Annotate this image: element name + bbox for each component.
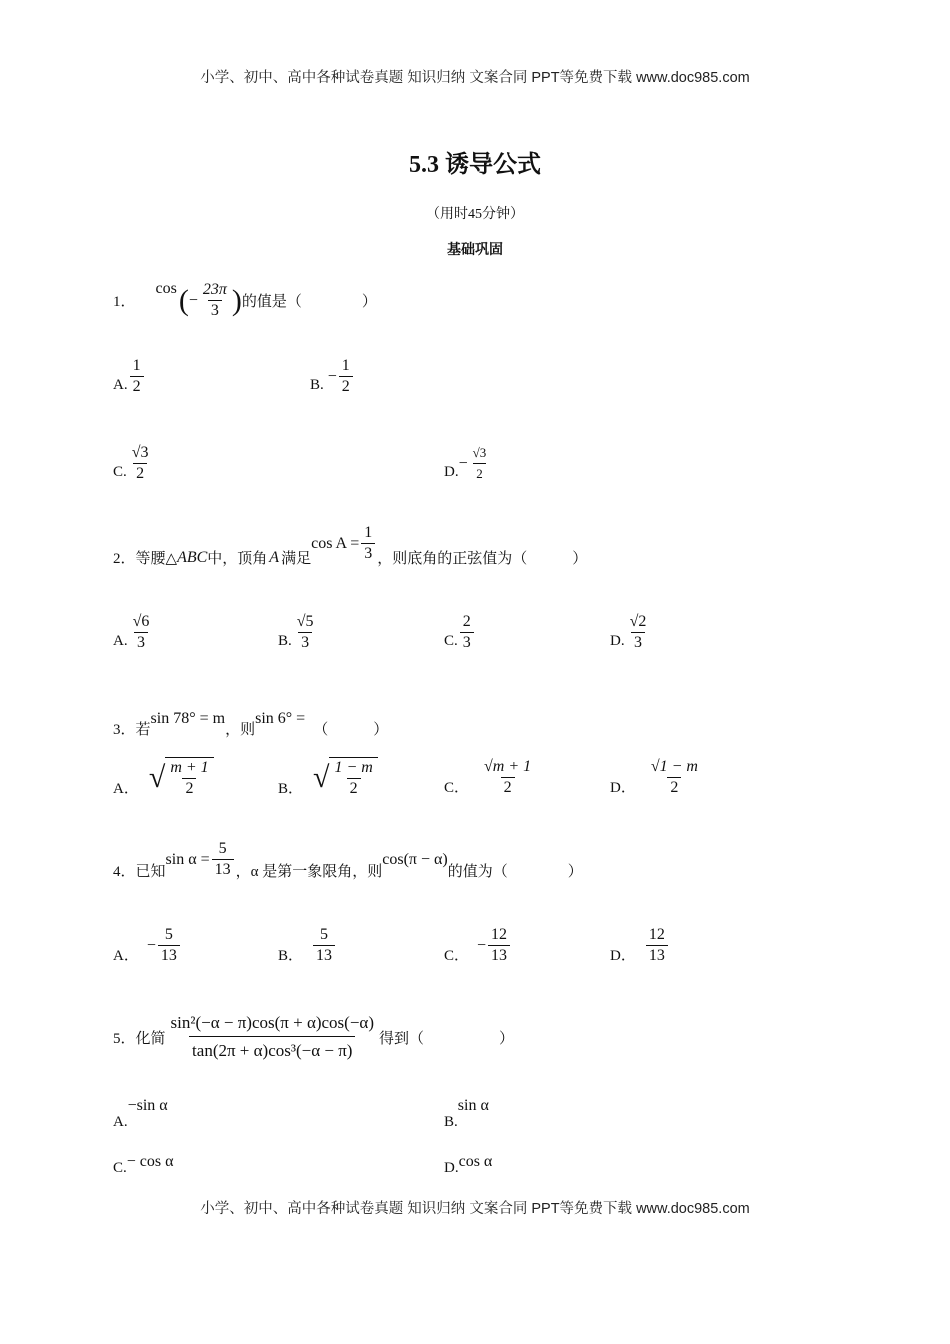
option-b[interactable] <box>310 356 355 397</box>
math-expr: sin α <box>457 1096 489 1114</box>
question-1 <box>113 280 377 321</box>
option-c[interactable] <box>113 443 154 484</box>
denominator: 13 <box>212 859 234 880</box>
numerator: 1 <box>364 524 373 541</box>
sqrt-icon: √ <box>313 761 330 794</box>
denominator: 2 <box>473 463 486 484</box>
denominator: 3 <box>298 632 312 653</box>
option-label: D． <box>610 948 636 964</box>
option-a[interactable] <box>113 1096 168 1131</box>
math-expr: cos A = <box>311 534 360 552</box>
option-label: C． <box>444 780 470 796</box>
denominator: tan(2π + α)cos³(−α − π) <box>189 1036 355 1065</box>
math-expr: −sin α <box>127 1096 168 1114</box>
page-footer: 小学、初中、高中各种试卷真题 知识归纳 文案合同 PPT等免费下载 www.doc985.com <box>200 1201 750 1217</box>
numerator: 12 <box>648 926 665 943</box>
section-heading: 基础巩固 <box>447 243 503 258</box>
option-a[interactable] <box>113 757 214 799</box>
math-var: A <box>269 548 280 566</box>
denominator: 2 <box>667 777 681 798</box>
numerator: 1 <box>132 357 141 374</box>
numerator: 5 <box>320 926 329 943</box>
denominator: 13 <box>646 945 668 966</box>
option-label: A. <box>113 1114 128 1130</box>
denominator: 3 <box>134 632 148 653</box>
question-4 <box>113 838 583 881</box>
option-label: D. <box>444 1160 459 1176</box>
numerator: 2 <box>462 613 471 630</box>
q-number: 3． <box>113 722 136 738</box>
denominator: 3 <box>361 543 375 564</box>
option-label: C. <box>444 633 458 649</box>
page-header: 小学、初中、高中各种试卷真题 知识归纳 文案合同 PPT等免费下载 www.doc985.com <box>200 70 750 86</box>
numerator: 12 <box>491 926 508 943</box>
option-d[interactable] <box>610 925 670 966</box>
math-fn: cos <box>155 279 177 297</box>
question-5 <box>113 1010 514 1065</box>
option-b[interactable] <box>278 925 337 966</box>
paren: ) <box>231 283 242 317</box>
option-label: B. <box>310 377 324 393</box>
question-text: ，则底角的正弦值为（ ） <box>377 551 588 567</box>
question-text: 的值为（ ） <box>447 864 583 880</box>
q-number: 4． <box>113 864 136 880</box>
question-text: 满足 <box>281 551 312 567</box>
numerator: 5 <box>218 840 227 857</box>
numerator: 1 − m <box>334 759 373 776</box>
option-label: D． <box>610 780 636 796</box>
q-number: 1． <box>113 294 136 310</box>
option-label: A. <box>113 633 128 649</box>
question-text: （ ） <box>313 722 389 738</box>
option-b[interactable] <box>444 1096 489 1131</box>
time-note: （用时45分钟） <box>426 207 524 222</box>
question-text: ，α 是第一象限角，则 <box>235 864 383 880</box>
option-a[interactable] <box>113 612 154 653</box>
option-label: A． <box>113 780 139 797</box>
question-text: 化简 <box>135 1031 166 1047</box>
page-title: 5.3 诱导公式 <box>409 152 541 178</box>
question-text: 等腰△ <box>135 551 178 567</box>
option-b[interactable] <box>278 612 319 653</box>
numerator: 23π <box>202 281 227 298</box>
question-text: 若 <box>135 722 151 738</box>
numerator: 5 <box>164 926 173 943</box>
question-text: 中，顶角 <box>207 551 268 567</box>
denominator: 2 <box>501 777 515 798</box>
denominator: 3 <box>460 632 474 653</box>
numerator: m + 1 <box>170 759 209 776</box>
math-sign: − <box>188 291 198 309</box>
denominator: 2 <box>182 778 196 799</box>
option-c[interactable] <box>113 1150 174 1177</box>
option-d[interactable] <box>444 1150 492 1177</box>
option-label: D. <box>610 633 625 649</box>
numerator: 1 <box>341 357 350 374</box>
option-label: A． <box>113 948 139 964</box>
numerator: √1 − m <box>650 758 698 775</box>
denominator: 13 <box>158 945 180 966</box>
numerator: √m + 1 <box>484 758 532 775</box>
question-3 <box>113 698 388 739</box>
option-d[interactable] <box>610 612 651 653</box>
option-b[interactable] <box>278 757 378 799</box>
question-text: 已知 <box>135 864 166 880</box>
option-c[interactable] <box>444 925 512 966</box>
option-c[interactable] <box>444 612 476 653</box>
question-2 <box>113 525 587 568</box>
option-label: B． <box>278 780 304 797</box>
option-c[interactable] <box>444 757 536 798</box>
numerator: √5 <box>296 613 314 630</box>
denominator: 2 <box>130 376 144 397</box>
option-label: C． <box>444 948 470 964</box>
option-label: C. <box>113 464 127 480</box>
denominator: 13 <box>313 945 335 966</box>
paren: ( <box>178 283 189 317</box>
option-a[interactable] <box>113 925 182 966</box>
question-text: ，则 <box>225 722 256 738</box>
option-label: B. <box>278 633 292 649</box>
math-expr: cos(π − α) <box>382 850 448 868</box>
denominator: 3 <box>208 300 222 321</box>
fraction <box>200 280 230 321</box>
math-expr: cos α <box>458 1152 493 1170</box>
option-d[interactable] <box>444 443 491 484</box>
math-expr: sin 6° = <box>255 709 306 727</box>
sqrt-icon: √ <box>148 761 166 794</box>
denominator: 2 <box>133 463 147 484</box>
option-label: B． <box>278 948 304 964</box>
math-sign: − <box>477 936 487 954</box>
denominator: 2 <box>339 376 353 397</box>
numerator: √2 <box>629 613 647 630</box>
numerator: √3 <box>131 444 149 461</box>
numerator: √6 <box>132 613 150 630</box>
q-number: 5． <box>113 1031 136 1047</box>
question-text: 得到（ ） <box>379 1031 515 1047</box>
denominator: 3 <box>631 632 645 653</box>
numerator: sin²(−α − π)cos(π + α)cos(−α) <box>170 1013 374 1032</box>
math-sign: − <box>146 936 156 954</box>
math-sign: − <box>327 367 337 385</box>
option-label: D. <box>444 464 459 480</box>
math-expr: sin 78° = m <box>150 709 226 727</box>
option-label: C. <box>113 1160 127 1176</box>
math-var: ABC <box>177 548 208 566</box>
option-label: A. <box>113 377 128 393</box>
option-d[interactable] <box>610 757 703 798</box>
math-expr: − cos α <box>126 1152 174 1170</box>
math-sign: − <box>458 454 468 472</box>
question-text: 的值是（ ） <box>241 294 377 310</box>
math-expr: sin α = <box>165 850 210 868</box>
numerator: √3 <box>472 445 487 460</box>
q-number: 2． <box>113 551 136 567</box>
denominator: 13 <box>488 945 510 966</box>
option-a[interactable] <box>113 356 146 397</box>
option-label: B. <box>444 1114 458 1130</box>
denominator: 2 <box>347 778 361 799</box>
